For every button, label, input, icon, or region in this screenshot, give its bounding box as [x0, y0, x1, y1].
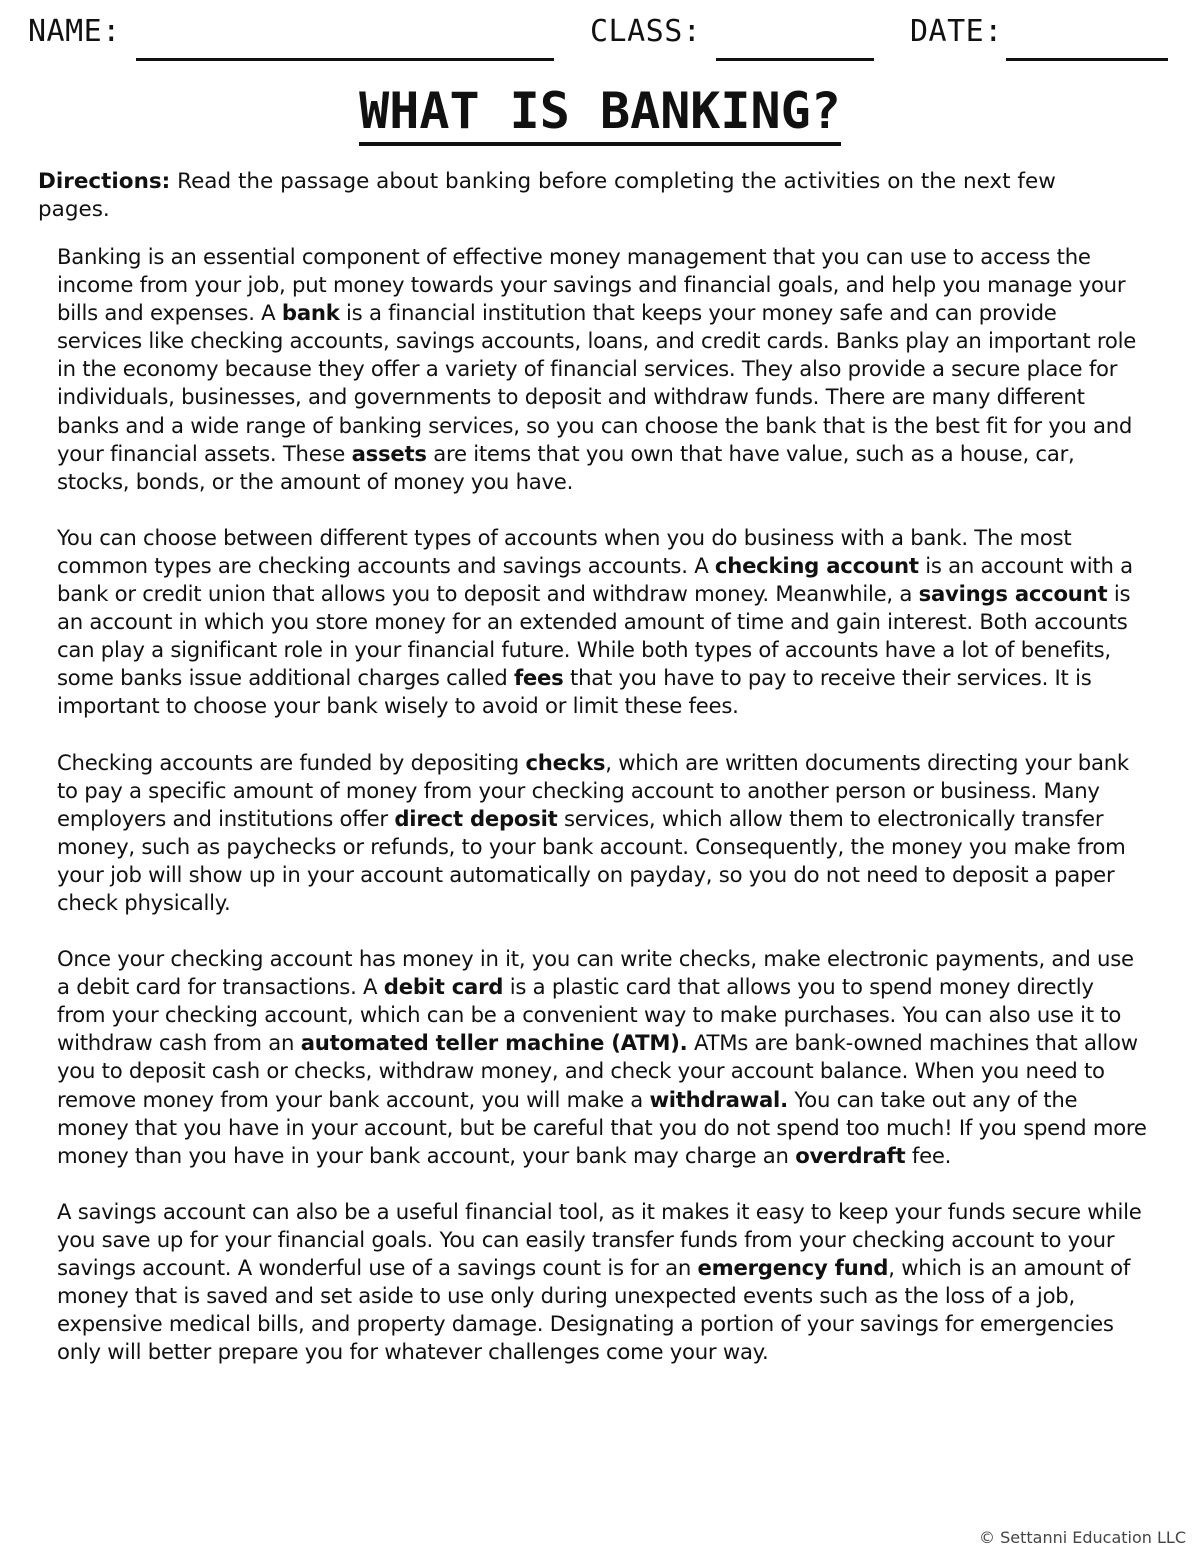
paragraph-text: is a plastic card that allows you to spend money directly from your checking account, which can be a convenient way to make purchases. You can also use it to withdraw cash from an [57, 974, 1122, 1056]
key-term-overdraft: overdraft [795, 1142, 906, 1168]
key-term-direct-deposit: direct deposit [394, 805, 558, 831]
directions [38, 168, 1128, 224]
paragraph-text: , which are written documents directing your bank to pay a specific amount of money from your checking account to another person or business. Many employers and institutions offer [57, 749, 1129, 831]
class-label: CLASS: [590, 14, 702, 49]
paragraph-text: services, which allow them to electronically transfer money, such as paychecks or refunds, to your bank account. Consequently, the money you make from your job will show up in your account automatically on payday, so you do not need to deposit a paper check physically. [57, 805, 1126, 915]
name-label: NAME: [28, 14, 121, 49]
page-title-text: WHAT IS BANKING? [359, 82, 841, 146]
paragraph-text: is an account in which you store money for an extended amount of time and gain interest. Both accounts can play a significant role in your financial future. While both types of accounts have a lot of benefits, some banks issue additional charges called [57, 581, 1131, 691]
name-blank-line [136, 58, 554, 61]
paragraph-text: You can choose between different types of accounts when you do business with a bank. The most common types are checking accounts and savings accounts. A [57, 524, 1072, 578]
key-term-debit-card: debit card [383, 974, 504, 1000]
worksheet-header [28, 14, 1170, 54]
paragraph-1 [57, 243, 1147, 496]
paragraph-3 [57, 749, 1147, 918]
paragraph-text: are items that you own that have value, such as a house, car, stocks, bonds, or the amount of money you have. [57, 440, 1075, 494]
paragraph-text: ATMs are bank-owned machines that allow you to deposit cash or checks, withdraw money, and check your account balance. When you need to remove money from your bank account, you will make a [57, 1030, 1138, 1112]
paragraph-text: Checking accounts are funded by depositing [57, 749, 526, 775]
directions-label: Directions: [38, 169, 171, 194]
date-label: DATE: [910, 14, 1003, 49]
page-title [0, 82, 1200, 140]
paragraph-4 [57, 945, 1147, 1170]
paragraph-text: A savings account can also be a useful financial tool, as it makes it easy to keep your funds secure while you save up for your financial goals. You can easily transfer funds from your checking account to your savings account. A wonderful use of a savings count is for an [57, 1198, 1142, 1280]
paragraph-2 [57, 524, 1147, 721]
paragraph-text: You can take out any of the money that you have in your account, but be careful that you do not spend too much! If you spend more money than you have in your bank account, your bank may charge an [57, 1086, 1147, 1168]
paragraph-text: Once your checking account has money in it, you can write checks, make electronic payments, and use a debit card for transactions. A [57, 946, 1134, 1000]
class-blank-line [716, 58, 874, 61]
paragraph-text: that you have to pay to receive their services. It is important to choose your bank wisely to avoid or limit these fees. [57, 665, 1092, 719]
key-term-atm: automated teller machine (ATM). [300, 1030, 688, 1056]
paragraph-5 [57, 1198, 1147, 1367]
key-term-assets: assets [351, 440, 427, 466]
paragraph-text: is an account with a bank or credit union that allows you to deposit and withdraw money. Meanwhile, a [57, 552, 1133, 607]
key-term-savings-account: savings account [918, 581, 1108, 607]
paragraph-text: fee. [905, 1142, 952, 1168]
paragraph-text: Banking is an essential component of effective money management that you can use to access the income from your job, put money towards your savings and financial goals, and help you manage your bills and expenses. A [57, 244, 1126, 326]
reading-passage [57, 243, 1147, 1394]
key-term-fees: fees [513, 665, 564, 691]
directions-text: Read the passage about banking before completing the activities on the next few pages. [38, 169, 1056, 222]
paragraph-text: is a financial institution that keeps your money safe and can provide services like checking accounts, savings accounts, loans, and credit cards. Banks play an important role in the economy because they offer a variety of financial services. They also provide a secure place for individuals, businesses, and governments to deposit and withdraw funds. There are many different banks and a wide range of banking services, so you can choose the bank that is the best fit for you and your financial assets. These [57, 300, 1137, 466]
copyright-footer: © Settanni Education LLC [979, 1528, 1186, 1547]
paragraph-text: , which is an amount of money that is saved and set aside to use only during unexpected events such as the loss of a job, expensive medical bills, and property damage. Designating a portion of your savings for emergencies only will better prepare you for whatever challenges come your way. [57, 1255, 1131, 1365]
date-blank-line [1006, 58, 1168, 61]
key-term-checking-account: checking account [714, 552, 919, 578]
key-term-withdrawal: withdrawal. [649, 1086, 788, 1112]
key-term-bank: bank [281, 300, 340, 326]
key-term-checks: checks [525, 749, 606, 775]
key-term-emergency-fund: emergency fund [697, 1255, 889, 1280]
